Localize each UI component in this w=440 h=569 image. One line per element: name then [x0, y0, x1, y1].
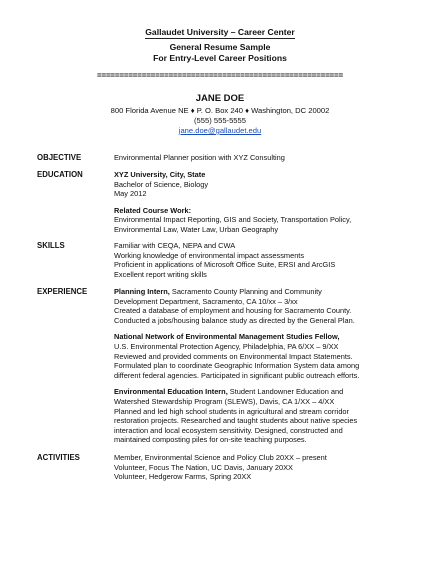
job-line: different federal agencies. Participated in significant public outreach efforts.	[114, 370, 360, 380]
education-label: EDUCATION	[37, 170, 83, 179]
objective-section	[114, 153, 414, 163]
job-org: Sacramento County Planning and Community	[169, 287, 322, 296]
job-line: restoration projects. Researched and taught students about native species	[114, 416, 358, 426]
job-title-line	[114, 287, 414, 297]
job-line: Conducted a jobs/housing balance study as directed by the General Plan.	[114, 315, 355, 325]
skills-section	[114, 241, 414, 279]
education-degree: Bachelor of Science, Biology	[114, 179, 209, 189]
coursework-line: Environmental Law, Water Law, Urban Geography	[114, 224, 279, 234]
job-line: maintained composting piles for on-site teaching purposes.	[114, 435, 307, 445]
job-line: Development Department, Sacramento, CA 10/xx – 3/xx	[114, 296, 298, 306]
contact-email-wrap	[0, 126, 440, 137]
separator-line: =======================================================	[97, 71, 343, 80]
job-line: Created a database of employment and housing for Sacramento County.	[114, 306, 352, 316]
education-school: XYZ University, City, State	[114, 170, 206, 179]
header-rule	[145, 38, 295, 39]
skill-line: Excellent report writing skills	[114, 269, 207, 279]
education-date: May 2012	[114, 189, 147, 199]
activity-line: Volunteer, Hedgerow Farms, Spring 20XX	[114, 472, 252, 482]
activities-label: ACTIVITIES	[37, 453, 80, 462]
skill-line: Proficient in applications of Microsoft Office Suite, ERSI and ArcGIS	[114, 260, 336, 270]
job-title-line	[114, 332, 414, 342]
contact-email-link[interactable]: jane.doe@gallaudet.edu	[178, 126, 262, 135]
job-line: Formulated plan to coordinate Geographic Information System data among	[114, 361, 360, 371]
job-title: Planning Intern,	[114, 287, 170, 296]
resume-subtitle-line2: For Entry-Level Career Positions	[153, 53, 287, 63]
activity-line: Volunteer, Focus The Nation, UC Davis, January 20XX	[114, 462, 293, 472]
coursework-line: Environmental Impact Reporting, GIS and Society, Transportation Policy,	[114, 215, 352, 225]
experience-section	[114, 287, 414, 445]
job-line: U.S. Environmental Protection Agency, Philadelphia, PA 6/XX – 9/XX	[114, 341, 339, 351]
objective-text: Environmental Planner position with XYZ Consulting	[114, 153, 285, 162]
objective-label: OBJECTIVE	[37, 153, 82, 162]
activity-line: Member, Environmental Science and Policy Club 20XX – present	[114, 453, 327, 462]
job-org: Student Landowner Education and	[227, 387, 344, 397]
resume-subtitle-line1: General Resume Sample	[169, 42, 271, 52]
coursework-heading: Related Course Work:	[114, 205, 192, 215]
job-title-line	[114, 387, 414, 397]
career-center-title: Gallaudet University – Career Center	[145, 27, 295, 37]
education-section	[114, 170, 414, 235]
job-line: Watershed Stewardship Program (SLEWS), Davis, CA 1/XX – 4/XX	[114, 396, 335, 406]
job-line: interaction and local ecosystem sensitivity. Designed, constructed and	[114, 425, 343, 435]
skills-label: SKILLS	[37, 241, 65, 250]
job-line: Reviewed and provided comments on Environmental Impact Statements.	[114, 351, 353, 361]
candidate-name: JANE DOE	[195, 93, 245, 104]
job-title: National Network of Environmental Management Studies Fellow,	[114, 332, 340, 342]
job-line: Planned and led high school students in agricultural and stream corridor	[114, 406, 349, 416]
skill-line: Working knowledge of environmental impact assessments	[114, 250, 305, 260]
experience-label: EXPERIENCE	[37, 287, 88, 296]
job-title: Environmental Education Intern,	[114, 387, 228, 397]
contact-address: 800 Florida Avenue NE ♦ P. O. Box 240 ♦ Washington, DC 20002	[110, 106, 330, 115]
activities-section	[114, 453, 414, 482]
skill-line: Familiar with CEQA, NEPA and CWA	[114, 241, 236, 250]
contact-phone: (555) 555-5555	[194, 116, 246, 125]
